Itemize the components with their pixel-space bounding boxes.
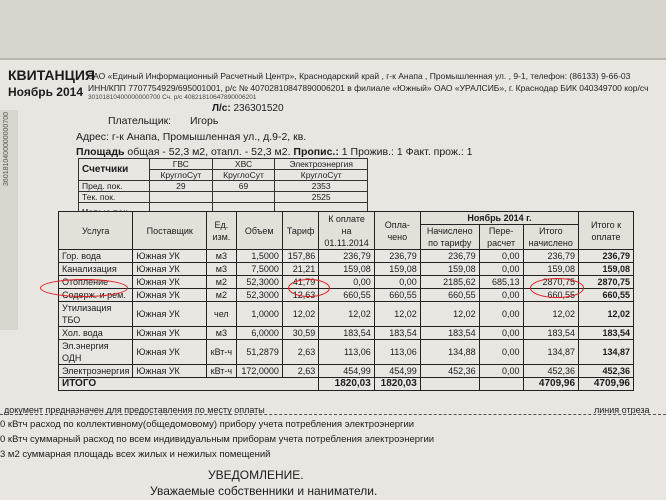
cell-due: 159,08 bbox=[319, 263, 375, 276]
cell-recalc: 0,00 bbox=[479, 302, 523, 327]
cell-service: Утилизация ТБО bbox=[59, 302, 133, 327]
cell-due: 0,00 bbox=[319, 276, 375, 289]
cell-service: Электроэнергия bbox=[59, 365, 133, 378]
meter-value: 2525 bbox=[275, 192, 368, 203]
cell-provider: Южная УК bbox=[133, 302, 207, 327]
cell-service: Содерж. и рем. bbox=[59, 289, 133, 302]
cell-recalc: 0,00 bbox=[479, 327, 523, 340]
payer-name: Игорь bbox=[190, 115, 219, 127]
table-row bbox=[59, 340, 634, 365]
table-row bbox=[59, 250, 634, 263]
cell-accrued: 2185,62 bbox=[420, 276, 479, 289]
cell-provider: Южная УК bbox=[133, 263, 207, 276]
cell-service: Отопление bbox=[59, 276, 133, 289]
cell-unit: м2 bbox=[207, 289, 236, 302]
meter-value bbox=[212, 192, 275, 203]
cell-unit: кВт-ч bbox=[207, 340, 236, 365]
company-line: ЗАО «Единый Информационный Расчетный Центр», Краснодарский край , г-к Анапа , Промышленная ул. , 9-1, телефон: (86133) 9-66-03 bbox=[88, 71, 631, 81]
cell-provider: Южная УК bbox=[133, 289, 207, 302]
cell-tariff: 41,79 bbox=[282, 276, 318, 289]
cell-due: 183,54 bbox=[319, 327, 375, 340]
cell-recalc: 685,13 bbox=[479, 276, 523, 289]
cell-service: Гор. вода bbox=[59, 250, 133, 263]
footer-line-collective: 0 кВтч расход по коллективному(общедомовому) прибору учета потребления электроэнергии bbox=[0, 419, 415, 430]
cell-provider: Южная УК bbox=[133, 340, 207, 365]
cell-provider: Южная УК bbox=[133, 276, 207, 289]
cell-volume: 51,2879 bbox=[236, 340, 282, 365]
cell-tariff: 12,02 bbox=[282, 302, 318, 327]
cell-due: 454,99 bbox=[319, 365, 375, 378]
header-paid: Опла- чено bbox=[374, 212, 420, 250]
cell-total: 2870,75 bbox=[523, 276, 579, 289]
charges-table bbox=[58, 211, 634, 391]
cell-accrued: 134,88 bbox=[420, 340, 479, 365]
cell-unit: м3 bbox=[207, 250, 236, 263]
cell-paid: 454,99 bbox=[374, 365, 420, 378]
header-volume: Объем bbox=[236, 212, 282, 250]
cell-total: 183,54 bbox=[523, 327, 579, 340]
cell-paid: 236,79 bbox=[374, 250, 420, 263]
cell-paid: 113,06 bbox=[374, 340, 420, 365]
cell-tariff: 30,59 bbox=[282, 327, 318, 340]
cell-total: 452,36 bbox=[523, 365, 579, 378]
highlight-heating-tariff bbox=[288, 279, 330, 297]
header-to-pay: Итого к оплате bbox=[579, 212, 634, 250]
meters-title: Счетчики bbox=[79, 159, 150, 181]
side-barcode-number: 3601810400000000700 bbox=[3, 112, 10, 186]
cell-paid: 183,54 bbox=[374, 327, 420, 340]
cell-recalc: 0,00 bbox=[479, 289, 523, 302]
meter-mode: КруглоСут bbox=[150, 170, 213, 181]
cell-volume: 6,0000 bbox=[236, 327, 282, 340]
cell-volume: 7,5000 bbox=[236, 263, 282, 276]
total-to-pay: 4709,96 bbox=[579, 378, 634, 391]
notice-title: УВЕДОМЛЕНИЕ. bbox=[208, 468, 304, 482]
cell-pay: 134,87 bbox=[579, 340, 634, 365]
cell-tariff: 2,63 bbox=[282, 340, 318, 365]
meter-mode: КруглоСут bbox=[275, 170, 368, 181]
meter-value bbox=[150, 192, 213, 203]
cell-due: 113,06 bbox=[319, 340, 375, 365]
cell-recalc: 0,00 bbox=[479, 340, 523, 365]
cell-unit: м3 bbox=[207, 327, 236, 340]
cell-pay: 2870,75 bbox=[579, 276, 634, 289]
header-due: К оплате на 01.11.2014 bbox=[319, 212, 375, 250]
cell-volume: 1,0000 bbox=[236, 302, 282, 327]
cell-paid: 0,00 bbox=[374, 276, 420, 289]
cell-provider: Южная УК bbox=[133, 250, 207, 263]
cell-pay: 159,08 bbox=[579, 263, 634, 276]
cell-total: 12,02 bbox=[523, 302, 579, 327]
table-row bbox=[59, 327, 634, 340]
cell-unit: м3 bbox=[207, 263, 236, 276]
total-due: 1820,03 bbox=[319, 378, 375, 391]
cell-total: 236,79 bbox=[523, 250, 579, 263]
cell-pay: 660,55 bbox=[579, 289, 634, 302]
address-value: г-к Анапа, Промышленная ул., д.9-2, кв. bbox=[111, 131, 307, 143]
meter-row-previous bbox=[79, 181, 368, 192]
meter-row-label: Пред. пок. bbox=[79, 181, 150, 192]
meter-column-cold-water: ХВС bbox=[212, 159, 275, 170]
cell-pay: 183,54 bbox=[579, 327, 634, 340]
total-accrued: 4709,96 bbox=[523, 378, 579, 391]
cell-paid: 660,55 bbox=[374, 289, 420, 302]
meter-row-current bbox=[79, 192, 368, 203]
meter-value: 2353 bbox=[275, 181, 368, 192]
cell-unit: м2 bbox=[207, 276, 236, 289]
cell-paid: 159,08 bbox=[374, 263, 420, 276]
footer-line-individual: 0 кВтч суммарный расход по всем индивидуальным приборам учета потребления электроэнергии bbox=[0, 434, 435, 445]
cell-tariff: 157,86 bbox=[282, 250, 318, 263]
cell-due: 236,79 bbox=[319, 250, 375, 263]
cell-accrued: 159,08 bbox=[420, 263, 479, 276]
area-row bbox=[76, 146, 473, 158]
cell-provider: Южная УК bbox=[133, 327, 207, 340]
cell-total: 660,55 bbox=[523, 289, 579, 302]
cell-accrued: 452,36 bbox=[420, 365, 479, 378]
cell-volume: 52,3000 bbox=[236, 276, 282, 289]
header-unit: Ед. изм. bbox=[207, 212, 236, 250]
table-row bbox=[59, 263, 634, 276]
highlight-heating-total bbox=[530, 278, 584, 298]
meter-column-electricity: Электроэнергия bbox=[275, 159, 368, 170]
cell-service: Хол. вода bbox=[59, 327, 133, 340]
correspondent-account: 30101810400000000700 Сч. р/с 40821810647890006201 bbox=[88, 94, 257, 101]
cell-accrued: 660,55 bbox=[420, 289, 479, 302]
header-month: Ноябрь 2014 г. bbox=[420, 212, 578, 225]
cell-tariff: 12,63 bbox=[282, 289, 318, 302]
cell-total: 159,08 bbox=[523, 263, 579, 276]
cell-due: 12,02 bbox=[319, 302, 375, 327]
cut-line-label: линия отреза bbox=[594, 405, 650, 415]
payer-label: Плательщик: bbox=[108, 115, 172, 127]
total-label: ИТОГО bbox=[59, 378, 319, 391]
cell-volume: 1,5000 bbox=[236, 250, 282, 263]
cell-pay: 236,79 bbox=[579, 250, 634, 263]
account-row bbox=[212, 103, 284, 114]
meter-value: 69 bbox=[212, 181, 275, 192]
area-value: общая - 52,3 м2, отапл. - 52,3 м2. bbox=[127, 146, 291, 158]
address-label: Адрес: bbox=[76, 131, 109, 143]
notice-text: Уважаемые собственники и наниматели. bbox=[150, 484, 378, 498]
receipt-title: КВИТАНЦИЯ bbox=[8, 67, 95, 83]
meter-mode: КруглоСут bbox=[212, 170, 275, 181]
account-number: 236301520 bbox=[233, 103, 284, 114]
cell-volume: 172,0000 bbox=[236, 365, 282, 378]
cell-accrued: 183,54 bbox=[420, 327, 479, 340]
header-total-accrued: Итого начислено bbox=[523, 225, 579, 250]
actual-residents: Факт. прож.: 1 bbox=[405, 146, 473, 158]
header-tariff: Тариф bbox=[282, 212, 318, 250]
cell-service: Канализация bbox=[59, 263, 133, 276]
charge-rows bbox=[59, 250, 634, 378]
cell-recalc: 0,00 bbox=[479, 250, 523, 263]
table-row bbox=[59, 302, 634, 327]
bank-details-line: ИНН/КПП 7707754929/695001001, р/с № 40702810847890006201 в филиале «Южный» ОАО «УРАЛСИБ», г. Краснодар БИК 040349700 кор/сч bbox=[88, 83, 649, 93]
cell-recalc: 0,00 bbox=[479, 263, 523, 276]
residing-count: Прожив.: 1 bbox=[350, 146, 403, 158]
address-row bbox=[76, 131, 306, 143]
cell-provider: Южная УК bbox=[133, 365, 207, 378]
cell-tariff: 2,63 bbox=[282, 365, 318, 378]
cell-total: 134,87 bbox=[523, 340, 579, 365]
header-accrued-tariff: Начислено по тарифу bbox=[420, 225, 479, 250]
cell-tariff: 21,21 bbox=[282, 263, 318, 276]
cell-unit: чел bbox=[207, 302, 236, 327]
footer-line-area: 3 м2 суммарная площадь всех жилых и нежилых помещений bbox=[0, 449, 271, 460]
cell-paid: 12,02 bbox=[374, 302, 420, 327]
cell-service: Эл.энергия ОДН bbox=[59, 340, 133, 365]
total-paid: 1820,03 bbox=[374, 378, 420, 391]
area-label: Площадь bbox=[76, 146, 125, 158]
receipt-month: Ноябрь 2014 bbox=[8, 85, 83, 99]
cell-recalc: 0,00 bbox=[479, 365, 523, 378]
registered-count: 1 bbox=[341, 146, 348, 158]
total-empty bbox=[420, 378, 479, 391]
cell-unit: кВт-ч bbox=[207, 365, 236, 378]
cell-pay: 12,02 bbox=[579, 302, 634, 327]
cell-accrued: 12,02 bbox=[420, 302, 479, 327]
total-row bbox=[59, 378, 634, 391]
total-empty bbox=[479, 378, 523, 391]
registered-label: Пропис.: bbox=[293, 146, 339, 158]
cell-accrued: 236,79 bbox=[420, 250, 479, 263]
meter-value: 29 bbox=[150, 181, 213, 192]
cell-volume: 52,3000 bbox=[236, 289, 282, 302]
header-service: Услуга bbox=[59, 212, 133, 250]
meter-row-label: Тек. пок. bbox=[79, 192, 150, 203]
header-recalc: Пере- расчет bbox=[479, 225, 523, 250]
cell-due: 660,55 bbox=[319, 289, 375, 302]
meter-column-hot-water: ГВС bbox=[150, 159, 213, 170]
payer-row bbox=[108, 115, 218, 127]
highlight-heating-label bbox=[40, 279, 128, 297]
account-label: Л/с: bbox=[212, 103, 231, 114]
paper-fold-line bbox=[0, 58, 666, 60]
document-note: документ предназначен для предоставления по месту оплаты bbox=[4, 405, 265, 415]
header-provider: Поставщик bbox=[133, 212, 207, 250]
paper-top-edge bbox=[0, 0, 666, 60]
table-row bbox=[59, 365, 634, 378]
cell-pay: 452,36 bbox=[579, 365, 634, 378]
